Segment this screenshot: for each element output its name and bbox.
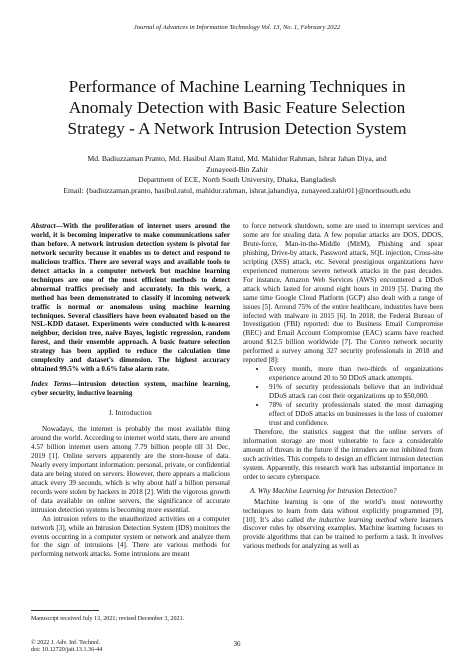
copyright-line: © 2022 J. Adv. Inf. Technol. <box>31 640 101 646</box>
author-names: Md. Badiuzzaman Pranto, Md. Hasibul Alam Ratul, Md. Mahidur Rahman, Ishrat Jahan Diya, and <box>87 154 387 163</box>
bullet-item: • 91% of security professionals believe that an individual DDoS attack can cost their organizations up to $50,000. <box>267 383 443 401</box>
bullet-item: • Every month, more than two-thirds of organizations experience around 20 to 50 DDoS attack attempts. <box>267 365 443 383</box>
index-terms-label: Index Terms <box>31 380 72 389</box>
left-column <box>31 222 230 559</box>
abstract-label: Abstract <box>31 222 56 230</box>
author-block <box>40 154 434 196</box>
intro-paragraph: Nowadays, the internet is probably the most available thing around the world. According to internet world stats, there are around 4.57 billion internet users among 7.79 billion people till 31 Dec, 2019 [1]. Online servers apparently are the store-house of data. Nearly every important information: personal, private, or confidential data are being stored on servers. However, there appears a malicious attack every 39 seconds, which is why about half a billion personal records were stolen by hackers in 2018 [2]. With the vigorous growth of data available on online servers, the significance of accurate intrusion detection systems is becoming more essential. <box>31 425 230 514</box>
section-heading-introduction: I. Introduction <box>109 410 152 418</box>
body-paragraph: to force network shutdown, some are used to interrupt services and some are for stealing data. A few popular attacks are DOS, DDOS, Brute-force, Man-in-the-Middle (MitM), Phishing and spear phishing, Drive-by attack, Password attack, SQL injection, Cross-site scripting (XSS) attack, etc. Several prestigious organizations have experienced numerous severe network attacks in the past decades. For instance, Amazon Web Services (AWS) encountered a DDoS attack which lasted for around eight hours in 2019 [5]. During the same time Google Cloud Platform (GCP) also dealt with a range of issues [5]. Around 75% of the entire healthcare, industries have been infected with malware in 2015 [6]. In 2018, the Federal Bureau of Investigation (FBI) reported: due to Business Email Compromise (BEC) and Email Account Compromise (EAC) scams have reached around $12.5 billion worldwide [7]. The Corero network security performed a survey among 327 security professionals in 2018 and reported [8]: <box>243 222 443 365</box>
page-number: 36 <box>233 640 241 648</box>
ml-text-italic: the inductive learning method <box>307 515 397 524</box>
footnote-rule <box>31 610 99 611</box>
intro-paragraph: An intrusion refers to the unauthorized activities on a computer network [3], while an Intrusion Detection System (IDS) monitors the events occurring in a computer system or network and analyze them for the sign of intrusions [4]. There are various methods for performing network attacks. Some intrusions are meant <box>31 514 230 559</box>
paper-title <box>22 76 452 139</box>
right-column <box>243 222 443 551</box>
ml-text-start: Machine learning is one of the world’s most noteworthy techniques to learn from data without explicitly programmed [9], [10]. It’s also called <box>243 497 443 524</box>
title-line: Anomaly Detection with Basic Feature Selection <box>68 98 406 117</box>
doi-line: doi: 10.12720/jait.13.1.36-44 <box>31 647 103 654</box>
title-line: Strategy - A Network Intrusion Detection System <box>67 119 407 138</box>
footnote: Manuscript received July 13, 2021; revised December 3, 2021. <box>31 616 185 622</box>
body-paragraph <box>243 498 443 552</box>
title-line: Performance of Machine Learning Techniques in <box>68 77 406 96</box>
author-names-cont: Zunayeed-Bin Zahir <box>206 164 268 174</box>
body-paragraph: Therefore, the statistics suggest that the online servers of information storage are most vulnerable to face a considerable amount of threats in the future if the intruders are not inhibited from such activities. This compels to design an efficient intrusion detection system. Apparently, this research work has substantial importance in order to secure cyberspace. <box>243 427 443 481</box>
author-emails: Email: {badiuzzaman.pranto, hasibul.ratul, mahidur.rahman, ishrat.jahandiya, zunayeed.zahir01}@northsouth.edu <box>63 185 411 195</box>
bullet-item: • 78% of security professionals stated the most damaging effect of DDoS attacks on businesses is the loss of customer trust and confidence. <box>267 401 443 428</box>
index-terms-text: —intrusion detection system, machine learning, cyber security, inductive learning <box>31 380 230 398</box>
ml-text-end: where learners discover rules by observing examples. Machine learning focuses to provide algorithms that can be trained to perform a task. It involves various methods for analyzing as well as <box>243 515 443 551</box>
journal-header: Journal of Advances in Information Technology Vol. 13, No. 1, February 2022 <box>133 24 341 31</box>
abstract-text: —With the proliferation of internet users around the world, it is becoming imperative to make communications safer than before. A network intrusion detection system is pivotal for network security because it enables us to detect and respond to malicious traffics. There are several ways and available tools to detect attacks in a computer network but machine learning techniques are one of the most efficient methods to detect abnormal traffics precisely and accurately. In this work, a method has been demonstrated to classify if incoming network traffic is normal or anomalous using machine learning techniques. Several classifiers have been evaluated based on the NSL-KDD dataset. Experiments were conducted with k-nearest neighbor, decision tree, naive Bayes, logistic regression, random forest, and their ensemble approach. A basic feature selection strategy has been applied to reduce the calculation time complexity and dataset’s dimension. The highest accuracy obtained 99.5% with a 0.6% false alarm rate. <box>31 222 230 374</box>
subsection-heading: A. Why Machine Learning for Intrusion Detection? <box>250 486 397 495</box>
abstract <box>31 222 230 374</box>
affiliation: Department of ECE, North South University, Dhaka, Bangladesh <box>138 175 336 185</box>
bullet-list <box>243 365 443 428</box>
index-terms <box>31 380 230 398</box>
